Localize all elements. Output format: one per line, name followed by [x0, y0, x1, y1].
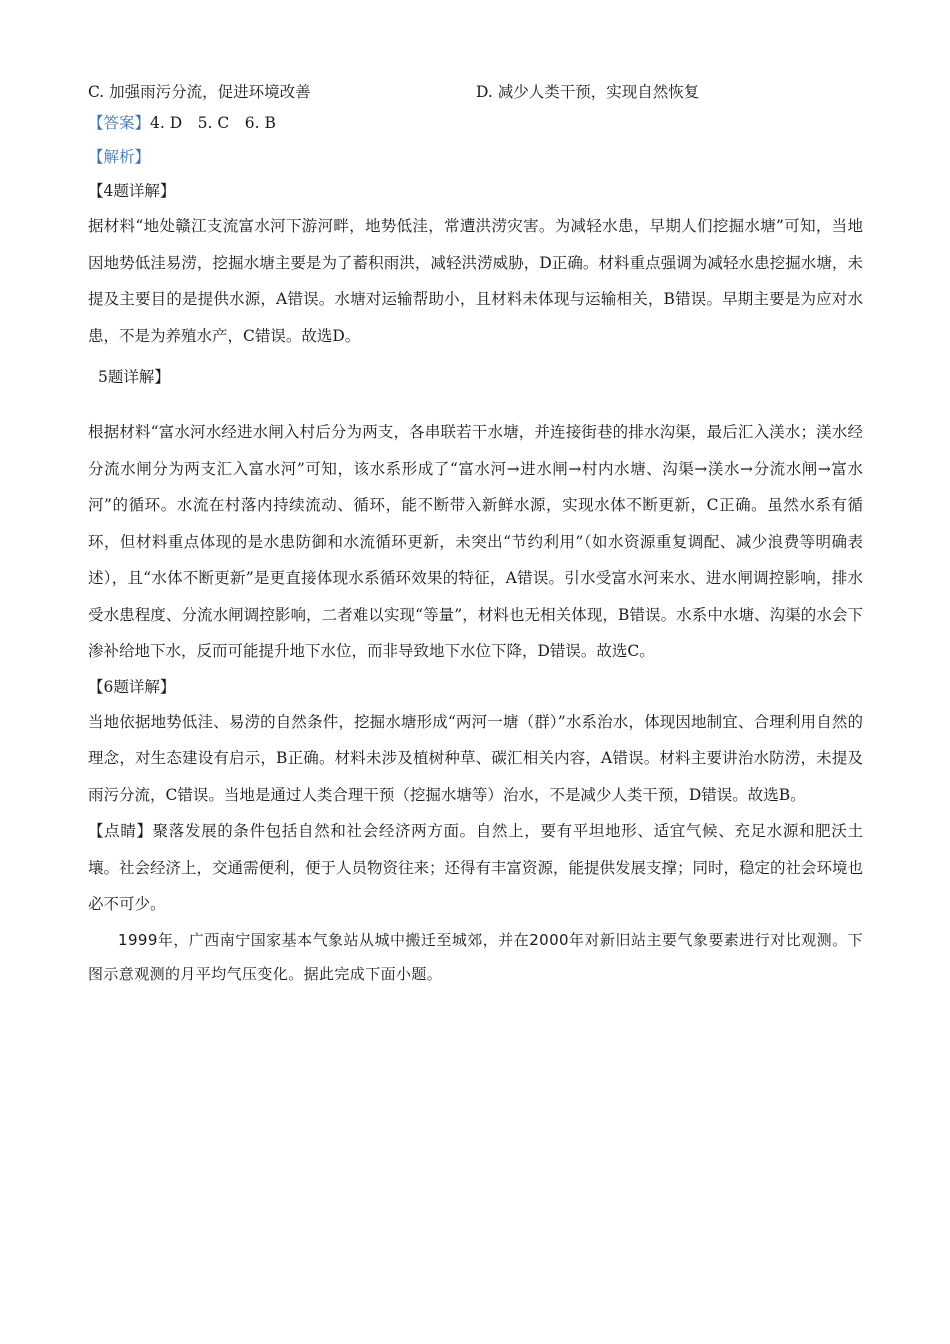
tip-body: 聚落发展的条件包括自然和社会经济两方面。自然上，要有平坦地形、适宜气候、充足水源和肥沃土壤。社会经济上，交通需便利，便于人员物资往来；还得有丰富资源，能提供发展支撑；同时，稳定的社会环境也必不可少。: [88, 822, 864, 913]
document-page: [88, 78, 863, 991]
answer-tag: 【答案】: [88, 114, 151, 132]
analysis-line: [88, 140, 863, 174]
answer-options-row: [88, 78, 863, 106]
q5-heading: 5题详解】: [98, 368, 170, 386]
option-d: D. 减少人类干预，实现自然恢复: [476, 83, 700, 101]
q6-heading: 【6题详解】: [88, 677, 176, 696]
option-c: C. 加强雨污分流，促进环境改善: [88, 83, 311, 101]
tip-paragraph: [88, 813, 863, 923]
next-question-stem: 1999年，广西南宁国家基本气象站从城中搬迁至城郊，并在2000年对新旧站主要气象要素进行对比观测。下图示意观测的月平均气压变化。据此完成下面小题。: [88, 930, 863, 983]
q6-explanation: 当地依据地势低洼、易涝的自然条件，挖掘水塘形成“两河一塘（群）”水系治水，体现因地制宜、合理利用自然的理念，对生态建设有启示，B正确。材料未涉及植树种草、碳汇相关内容，A错误。材料主要讲治水防涝，未提及雨污分流，C错误。当地是通过人类合理干预（挖掘水塘等）治水，不是减少人类干预，D错误。故选B。: [88, 712, 863, 804]
tip-tag: 【点睛】: [88, 822, 153, 840]
q5-explanation: 根据材料“富水河水经进水闸入村后分为两支，各串联若干水塘，并连接街巷的排水沟渠，最后汇入渼水；渼水经分流水闸分为两支汇入富水河”可知，该水系形成了“富水河→进水闸→村内水塘、沟渠→渼水→分流水闸→富水河”的循环。水流在村落内持续流动、循环，能不断带入新鲜水源，实现水体不断更新，C正确。虽然水系有循环，但材料重点体现的是水患防御和水流循环更新，未突出“节约利用”（如水资源重复调配、减少浪费等明确表述），且“水体不断更新”是更直接体现水系循环效果的特征，A错误。引水受富水河来水、进水闸调控影响，排水受水患程度、分流水闸调控影响，二者难以实现“等量”，材料也无相关体现，B错误。水系中水塘、沟渠的水会下渗补给地下水，反而可能提升地下水位，而非导致地下水位下降，D错误。故选C。: [88, 423, 863, 660]
answer-line: [88, 106, 863, 140]
answer-text: 4. D 5. C 6. B: [150, 114, 276, 132]
q4-explanation: 据材料“地处赣江支流富水河下游河畔，地势低洼，常遭洪涝灾害。为减轻水患，早期人们挖掘水塘”可知，当地因地势低洼易涝，挖掘水塘主要是为了蓄积雨洪，减轻洪涝威胁，D正确。材料重点强调为减轻水患挖掘水塘，未提及主要目的是提供水源，A错误。水塘对运输帮助小，且材料未体现与运输相关，B错误。早期主要是为应对水患，不是为养殖水产，C错误。故选D。: [88, 217, 863, 345]
q4-heading: 【4题详解】: [88, 182, 176, 200]
analysis-tag: 【解析】: [88, 148, 151, 166]
